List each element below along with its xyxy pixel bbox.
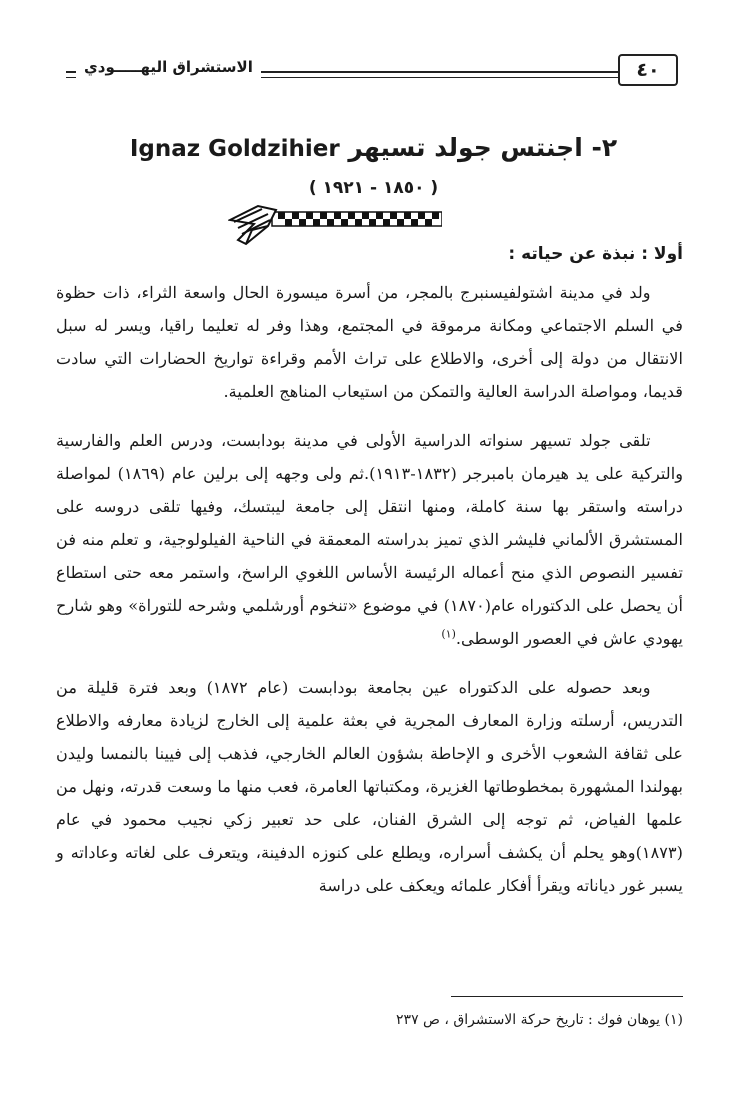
- paragraph-2-text: تلقى جولد تسيهر سنواته الدراسية الأولى في مدينة بودابست، ودرس العلم والفارسية والتركية على يد هيرمان بامبرجر (١٨٣٢-١٩١٣).ثم ولى وجهه إلى برلين عام (١٨٦٩) لمواصلة دراسته واستقر بها سنة كاملة، ومنها انتقل إلى جامعة ليبتسك، وفيها تلقى دروسه على المستشرق الألماني فليشر الذي تميز بدراسته المعمقة في الناحية الفيلولوجية، و تعلم منه فن تفسير النصوص الذي منح أعماله الرئيسة الأساس اللغوي الراسخ، واستمر معه حتى استطاع أن يحصل على الدكتوراه عام(١٨٧٠) في موضوع «تنخوم أورشلمي وشرحه للتوراة» وهو شارح يهودي عاش في العصور الوسطى.: [56, 431, 684, 648]
- heading-arabic: ٢- اجنتس جولد تسيهر: [348, 133, 618, 162]
- heading-dates: ( ١٨٥٠ - ١٩٢١ ): [308, 178, 439, 198]
- paragraph-2: [56, 424, 683, 655]
- body-text: [56, 276, 683, 918]
- running-title: الاستشراق اليهـــــودي: [76, 54, 261, 80]
- chapter-heading: [0, 128, 747, 169]
- page-number: ٤٠: [618, 54, 678, 86]
- footnote-rule: [451, 996, 683, 997]
- decorative-ornament-icon: [228, 200, 442, 248]
- paragraph-3: وبعد حصوله على الدكتوراه عين بجامعة بودابست (عام ١٨٧٢) وبعد فترة قليلة من التدريس، أرسلته وزارة المعارف المجرية في بعثة علمية إلى الخارج لزيادة معارفه والاطلاع على ثقافة الشعوب الأخرى و الإحاطة بشؤون العالم الخارجي، فذهب إلى فيينا بالنمسا وليدن بهولندا المشهورة بمخطوطاتها الغزيرة، ومكتباتها العامرة، فعب منها ما وسعت قدرته، ونهل من علمها الفياض، ثم توجه إلى الشرق الفنان، على حد تعبير زكي نجيب محمود في عام (١٨٧٣)وهو يحلم أن يكشف أسراره، ويطلع على كنوزه الدفينة، ويتعرف على لغاته وعاداته و يسبر غور دياناته ويقرأ أفكار علمائه ويعكف على دراسة: [56, 678, 683, 895]
- heading-latin: Ignaz Goldzihier: [129, 136, 340, 162]
- footnote-reference: (١): [441, 627, 456, 641]
- section-title: أولا : نبذة عن حياته :: [508, 244, 683, 264]
- footnote: (١) يوهان فوك : تاريخ حركة الاستشراق ، ص ٢٣٧: [396, 1012, 683, 1028]
- running-header: [66, 54, 678, 88]
- paragraph-1: ولد في مدينة اشتولفيسنبرج بالمجر، من أسرة ميسورة الحال واسعة الثراء، ذات حظوة في السلم الاجتماعي ومكانة مرموقة في المجتمع، وهذا وفر له تعليما راقيا، ويسر له سبل الانتقال من دولة إلى أخرى، والاطلاع على تراث الأمم وقراءة تواريخ الحضارات التي سادت قديما، ومواصلة الدراسة العالية والتمكن من استيعاب المناهج العلمية.: [56, 283, 683, 401]
